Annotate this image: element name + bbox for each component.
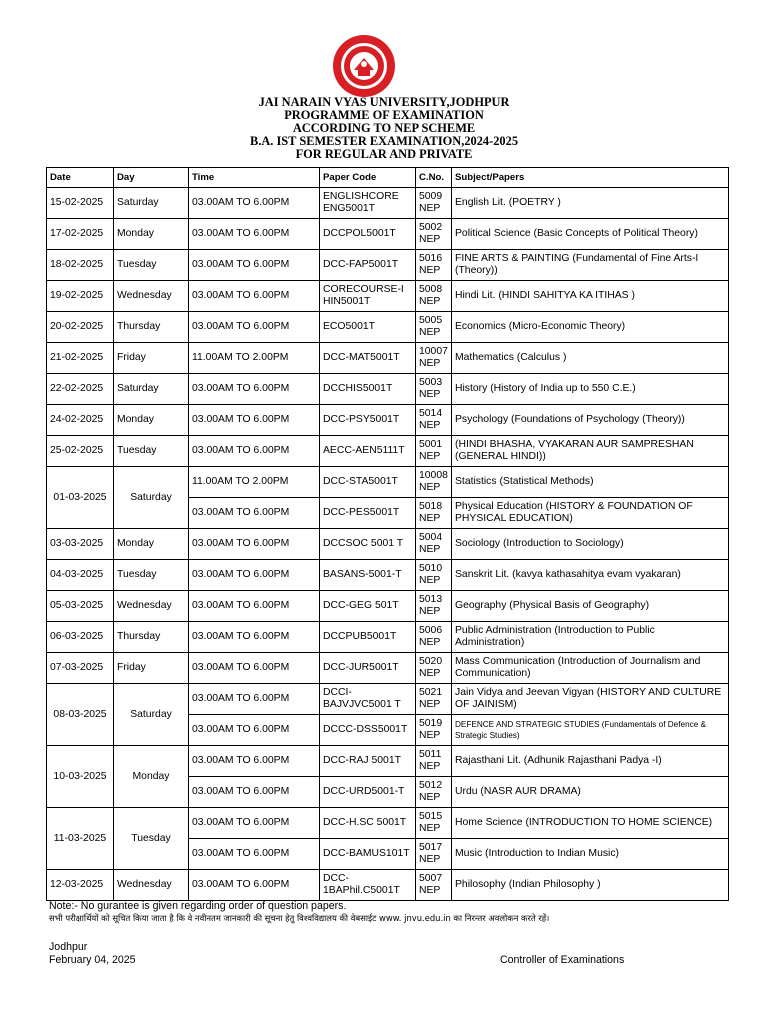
time-cell: 03.00AM TO 6.00PM [189, 808, 320, 839]
paper-code-cell: ENGLISHCORE ENG5001T [320, 188, 416, 219]
cno-cell: 5021 NEP [416, 684, 452, 715]
date-cell: 24-02-2025 [47, 405, 114, 436]
cno-cell: 10007 NEP [416, 343, 452, 374]
table-row [47, 343, 729, 374]
time-cell: 03.00AM TO 6.00PM [189, 839, 320, 870]
cno-cell: 5004 NEP [416, 529, 452, 560]
subject-cell: Physical Education (HISTORY & FOUNDATION OF PHYSICAL EDUCATION) [452, 498, 729, 529]
day-cell: Friday [114, 653, 189, 684]
time-cell: 03.00AM TO 6.00PM [189, 374, 320, 405]
table-row [47, 219, 729, 250]
paper-code-cell: DCCI-BAJVJVC5001 T [320, 684, 416, 715]
subject-cell: DEFENCE AND STRATEGIC STUDIES (Fundamentals of Defence & Strategic Studies) [452, 715, 729, 746]
subject-cell: Mass Communication (Introduction of Journalism and Communication) [452, 653, 729, 684]
paper-code-cell: DCC-H.SC 5001T [320, 808, 416, 839]
time-cell: 03.00AM TO 6.00PM [189, 622, 320, 653]
table-row [47, 405, 729, 436]
date-cell: 17-02-2025 [47, 219, 114, 250]
date-cell: 01-03-2025 [47, 467, 114, 529]
date-cell: 07-03-2025 [47, 653, 114, 684]
day-cell: Tuesday [114, 808, 189, 870]
column-header-time: Time [189, 168, 320, 188]
university-seal-logo [332, 34, 396, 98]
subject-cell: Sanskrit Lit. (kavya kathasahitya evam vyakaran) [452, 560, 729, 591]
issue-date: February 04, 2025 [49, 954, 136, 966]
time-cell: 03.00AM TO 6.00PM [189, 436, 320, 467]
subject-cell: Jain Vidya and Jeevan Vigyan (HISTORY AND CULTURE OF JAINISM) [452, 684, 729, 715]
day-cell: Monday [114, 529, 189, 560]
subject-cell: Mathematics (Calculus ) [452, 343, 729, 374]
time-cell: 03.00AM TO 6.00PM [189, 870, 320, 901]
table-row [47, 622, 729, 653]
date-cell: 10-03-2025 [47, 746, 114, 808]
cno-cell: 5002 NEP [416, 219, 452, 250]
time-cell: 03.00AM TO 6.00PM [189, 591, 320, 622]
cno-cell: 5009 NEP [416, 188, 452, 219]
column-header-date: Date [47, 168, 114, 188]
cno-cell: 5016 NEP [416, 250, 452, 281]
table-row [47, 188, 729, 219]
table-row [47, 467, 729, 498]
column-header-paper-code: Paper Code [320, 168, 416, 188]
day-cell: Saturday [114, 467, 189, 529]
column-header-subject: Subject/Papers [452, 168, 729, 188]
subject-cell: Hindi Lit. (HINDI SAHITYA KA ITIHAS ) [452, 281, 729, 312]
cno-cell: 5019 NEP [416, 715, 452, 746]
table-row [47, 746, 729, 777]
date-cell: 20-02-2025 [47, 312, 114, 343]
date-cell: 04-03-2025 [47, 560, 114, 591]
date-cell: 21-02-2025 [47, 343, 114, 374]
table-row [47, 436, 729, 467]
paper-code-cell: DCC-PES5001T [320, 498, 416, 529]
day-cell: Monday [114, 405, 189, 436]
cno-cell: 5005 NEP [416, 312, 452, 343]
time-cell: 03.00AM TO 6.00PM [189, 498, 320, 529]
day-cell: Monday [114, 219, 189, 250]
subject-cell: (HINDI BHASHA, VYAKARAN AUR SAMPRESHAN (GENERAL HINDI)) [452, 436, 729, 467]
subject-cell: English Lit. (POETRY ) [452, 188, 729, 219]
paper-code-cell: ECO5001T [320, 312, 416, 343]
day-cell: Wednesday [114, 870, 189, 901]
subject-cell: Music (Introduction to Indian Music) [452, 839, 729, 870]
time-cell: 11.00AM TO 2.00PM [189, 343, 320, 374]
cno-cell: 5006 NEP [416, 622, 452, 653]
semester-line: B.A. IST SEMESTER EXAMINATION,2024-2025 [249, 134, 519, 148]
paper-code-cell: DCC-GEG 501T [320, 591, 416, 622]
cno-cell: 5007 NEP [416, 870, 452, 901]
issue-place: Jodhpur [49, 941, 88, 953]
paper-code-cell: DCC-JUR5001T [320, 653, 416, 684]
day-cell: Saturday [114, 684, 189, 746]
subject-cell: Statistics (Statistical Methods) [452, 467, 729, 498]
cno-cell: 5018 NEP [416, 498, 452, 529]
programme-title: PROGRAMME OF EXAMINATION [284, 108, 484, 122]
signatory-title: Controller of Examinations [500, 954, 625, 966]
order-note: Note:- No gurantee is given regarding order of question papers. [49, 900, 347, 912]
cno-cell: 5014 NEP [416, 405, 452, 436]
time-cell: 03.00AM TO 6.00PM [189, 250, 320, 281]
cno-cell: 5020 NEP [416, 653, 452, 684]
day-cell: Tuesday [114, 560, 189, 591]
subject-cell: Public Administration (Introduction to Public Administration) [452, 622, 729, 653]
table-row [47, 250, 729, 281]
column-header-cno: C.No. [416, 168, 452, 188]
cno-cell: 5001 NEP [416, 436, 452, 467]
day-cell: Tuesday [114, 250, 189, 281]
date-cell: 25-02-2025 [47, 436, 114, 467]
time-cell: 03.00AM TO 6.00PM [189, 684, 320, 715]
paper-code-cell: BASANS-5001-T [320, 560, 416, 591]
paper-code-cell: DCC-RAJ 5001T [320, 746, 416, 777]
day-cell: Friday [114, 343, 189, 374]
subject-cell: Geography (Physical Basis of Geography) [452, 591, 729, 622]
date-cell: 11-03-2025 [47, 808, 114, 870]
paper-code-cell: DCC-PSY5001T [320, 405, 416, 436]
time-cell: 03.00AM TO 6.00PM [189, 746, 320, 777]
category-line: FOR REGULAR AND PRIVATE [295, 147, 473, 161]
cno-cell: 5003 NEP [416, 374, 452, 405]
university-name: JAI NARAIN VYAS UNIVERSITY,JODHPUR [258, 95, 510, 109]
day-cell: Saturday [114, 188, 189, 219]
date-cell: 03-03-2025 [47, 529, 114, 560]
paper-code-cell: AECC-AEN5111T [320, 436, 416, 467]
subject-cell: Rajasthani Lit. (Adhunik Rajasthani Padya -I) [452, 746, 729, 777]
day-cell: Wednesday [114, 281, 189, 312]
date-cell: 05-03-2025 [47, 591, 114, 622]
time-cell: 03.00AM TO 6.00PM [189, 653, 320, 684]
time-cell: 03.00AM TO 6.00PM [189, 312, 320, 343]
date-cell: 08-03-2025 [47, 684, 114, 746]
time-cell: 11.00AM TO 2.00PM [189, 467, 320, 498]
subject-cell: FINE ARTS & PAINTING (Fundamental of Fine Arts-I (Theory)) [452, 250, 729, 281]
day-cell: Wednesday [114, 591, 189, 622]
paper-code-cell: DCC-URD5001-T [320, 777, 416, 808]
cno-cell: 5012 NEP [416, 777, 452, 808]
time-cell: 03.00AM TO 6.00PM [189, 188, 320, 219]
table-header-row [47, 168, 729, 188]
paper-code-cell: DCCPUB5001T [320, 622, 416, 653]
time-cell: 03.00AM TO 6.00PM [189, 219, 320, 250]
time-cell: 03.00AM TO 6.00PM [189, 529, 320, 560]
subject-cell: Urdu (NASR AUR DRAMA) [452, 777, 729, 808]
subject-cell: Sociology (Introduction to Sociology) [452, 529, 729, 560]
table-row [47, 529, 729, 560]
scheme-line: ACCORDING TO NEP SCHEME [292, 121, 476, 135]
time-cell: 03.00AM TO 6.00PM [189, 281, 320, 312]
table-row [47, 281, 729, 312]
subject-cell: Economics (Micro-Economic Theory) [452, 312, 729, 343]
subject-cell: Home Science (INTRODUCTION TO HOME SCIENCE) [452, 808, 729, 839]
time-cell: 03.00AM TO 6.00PM [189, 777, 320, 808]
paper-code-cell: DCC-MAT5001T [320, 343, 416, 374]
cno-cell: 5013 NEP [416, 591, 452, 622]
subject-cell: Philosophy (Indian Philosophy ) [452, 870, 729, 901]
table-row [47, 591, 729, 622]
date-cell: 18-02-2025 [47, 250, 114, 281]
cno-cell: 5015 NEP [416, 808, 452, 839]
subject-cell: Political Science (Basic Concepts of Political Theory) [452, 219, 729, 250]
paper-code-cell: DCC-BAMUS101T [320, 839, 416, 870]
column-header-day: Day [114, 168, 189, 188]
date-cell: 06-03-2025 [47, 622, 114, 653]
table-row [47, 808, 729, 839]
subject-cell: Psychology (Foundations of Psychology (Theory)) [452, 405, 729, 436]
date-cell: 15-02-2025 [47, 188, 114, 219]
day-cell: Monday [114, 746, 189, 808]
table-row [47, 870, 729, 901]
table-row [47, 653, 729, 684]
table-row [47, 374, 729, 405]
table-row [47, 312, 729, 343]
paper-code-cell: DCCPOL5001T [320, 219, 416, 250]
exam-schedule-table [46, 167, 729, 901]
table-row [47, 560, 729, 591]
cno-cell: 5008 NEP [416, 281, 452, 312]
time-cell: 03.00AM TO 6.00PM [189, 715, 320, 746]
paper-code-cell: DCC-FAP5001T [320, 250, 416, 281]
subject-cell: History (History of India up to 550 C.E.) [452, 374, 729, 405]
exam-programme-heading [0, 96, 768, 161]
date-cell: 19-02-2025 [47, 281, 114, 312]
day-cell: Saturday [114, 374, 189, 405]
cno-cell: 5010 NEP [416, 560, 452, 591]
date-cell: 22-02-2025 [47, 374, 114, 405]
paper-code-cell: DCC-STA5001T [320, 467, 416, 498]
paper-code-cell: DCCHIS5001T [320, 374, 416, 405]
time-cell: 03.00AM TO 6.00PM [189, 405, 320, 436]
website-note-hindi: सभी परीक्षार्थियों को सूचित किया जाता है कि वे नवीनतम जानकारी की सूचना हेतु विश्वविद्यालय की वेबसाईट www. jnvu.edu.in का निरन्तर अवलोकन करते रहें। [49, 913, 550, 923]
day-cell: Thursday [114, 622, 189, 653]
time-cell: 03.00AM TO 6.00PM [189, 560, 320, 591]
paper-code-cell: CORECOURSE-I HIN5001T [320, 281, 416, 312]
day-cell: Tuesday [114, 436, 189, 467]
cno-cell: 10008 NEP [416, 467, 452, 498]
table-row [47, 684, 729, 715]
paper-code-cell: DCCSOC 5001 T [320, 529, 416, 560]
paper-code-cell: DCC-1BAPhil.C5001T [320, 870, 416, 901]
paper-code-cell: DCCC-DSS5001T [320, 715, 416, 746]
cno-cell: 5017 NEP [416, 839, 452, 870]
date-cell: 12-03-2025 [47, 870, 114, 901]
cno-cell: 5011 NEP [416, 746, 452, 777]
day-cell: Thursday [114, 312, 189, 343]
